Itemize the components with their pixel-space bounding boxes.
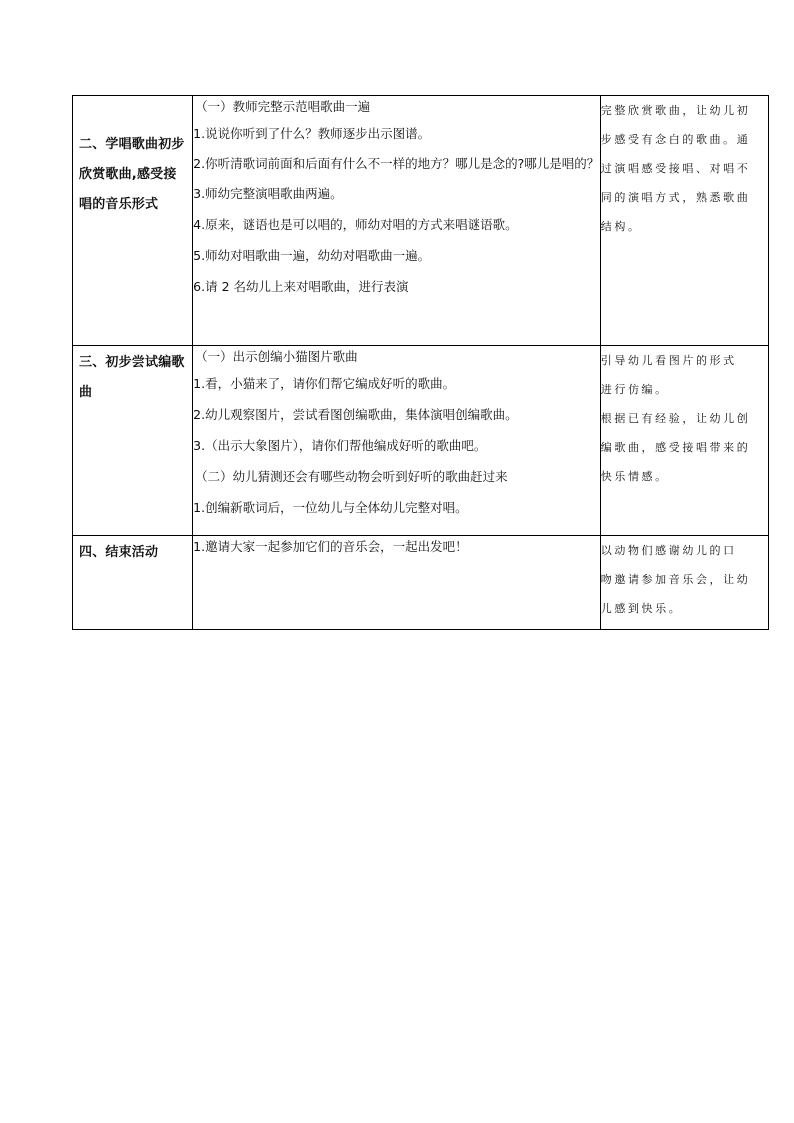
note-line: 进行仿编。 <box>600 383 669 396</box>
note-line: 吻邀请参加音乐会，让幼 <box>600 573 751 586</box>
note-line: 结构。 <box>600 220 642 233</box>
table-row-stage-4 <box>73 536 769 630</box>
stage-title-line: 唱的音乐形式 <box>79 197 159 212</box>
stage-title <box>73 346 192 408</box>
note-cell <box>600 346 768 536</box>
lesson-plan-table <box>72 95 769 630</box>
content-cell <box>193 96 601 346</box>
note-line: 步感受有念白的歌曲。通 <box>600 133 751 146</box>
stage-title-line: 欣赏歌曲,感受接 <box>79 167 177 182</box>
content-line: 3.师幼完整演唱歌曲两遍。 <box>193 186 343 201</box>
stage-cell <box>73 346 193 536</box>
content-line: 1.看，小猫来了，请你们帮它编成好听的歌曲。 <box>193 376 456 391</box>
note-line: 儿感到快乐。 <box>600 602 683 615</box>
content-line: 3.（出示大象图片），请你们帮他编成好听的歌曲吧。 <box>193 438 487 453</box>
content-line: 1.创编新歌词后，一位幼儿与全体幼儿完整对唱。 <box>193 500 468 515</box>
stage-cell <box>73 96 193 346</box>
stage-title-line: 三、初步尝试编歌 <box>79 355 185 370</box>
content-line: 1.邀请大家一起参加它们的音乐会，一起出发吧！ <box>193 539 468 554</box>
stage-title-line: 曲 <box>79 385 93 400</box>
note-line: 同的演唱方式，熟悉歌曲 <box>600 191 751 204</box>
note-line: 快乐情感。 <box>600 470 669 483</box>
content-line: 6.请 2 名幼儿上来对唱歌曲，进行表演 <box>193 279 409 294</box>
content-cell <box>193 536 601 630</box>
table-row-stage-3 <box>73 346 769 536</box>
note-cell <box>600 536 768 630</box>
content-line: 4.原来，谜语也是可以唱的，师幼对唱的方式来唱谜语歌。 <box>193 217 518 232</box>
content-line: 2.你听清歌词前面和后面有什么不一样的地方？哪儿是念的?哪儿是唱的？ <box>193 156 600 171</box>
stage-title-line: 二、学唱歌曲初步 <box>79 137 185 152</box>
note-line: 根据已有经验，让幼儿创 <box>600 412 751 425</box>
content-line: （二）幼儿猜测还会有哪些动物会听到好听的歌曲赶过来 <box>195 469 508 484</box>
stage-title <box>73 536 192 568</box>
note-line: 编歌曲，感受接唱带来的 <box>600 441 751 454</box>
stage-title-line: 四、结束活动 <box>79 545 159 560</box>
note-line: 完整欣赏歌曲，让幼儿初 <box>600 104 751 117</box>
note-line: 过演唱感受接唱、对唱不 <box>600 162 751 175</box>
content-line: 1.说说你听到了什么？教师逐步出示图谱。 <box>193 126 431 141</box>
content-line: （一）教师完整示范唱歌曲一遍 <box>195 99 371 114</box>
content-line: 5.师幼对唱歌曲一遍，幼幼对唱歌曲一遍。 <box>193 248 431 263</box>
note-line: 以动物们感谢幼儿的口 <box>600 544 737 557</box>
content-line: （一）出示创编小猫图片歌曲 <box>195 349 358 364</box>
note-line: 引导幼儿看图片的形式 <box>600 354 737 367</box>
stage-cell <box>73 536 193 630</box>
content-cell <box>193 346 601 536</box>
table-row-stage-2 <box>73 96 769 346</box>
content-line: 2.幼儿观察图片，尝试看图创编歌曲，集体演唱创编歌曲。 <box>193 407 518 422</box>
note-cell <box>600 96 768 346</box>
stage-title <box>73 96 192 220</box>
